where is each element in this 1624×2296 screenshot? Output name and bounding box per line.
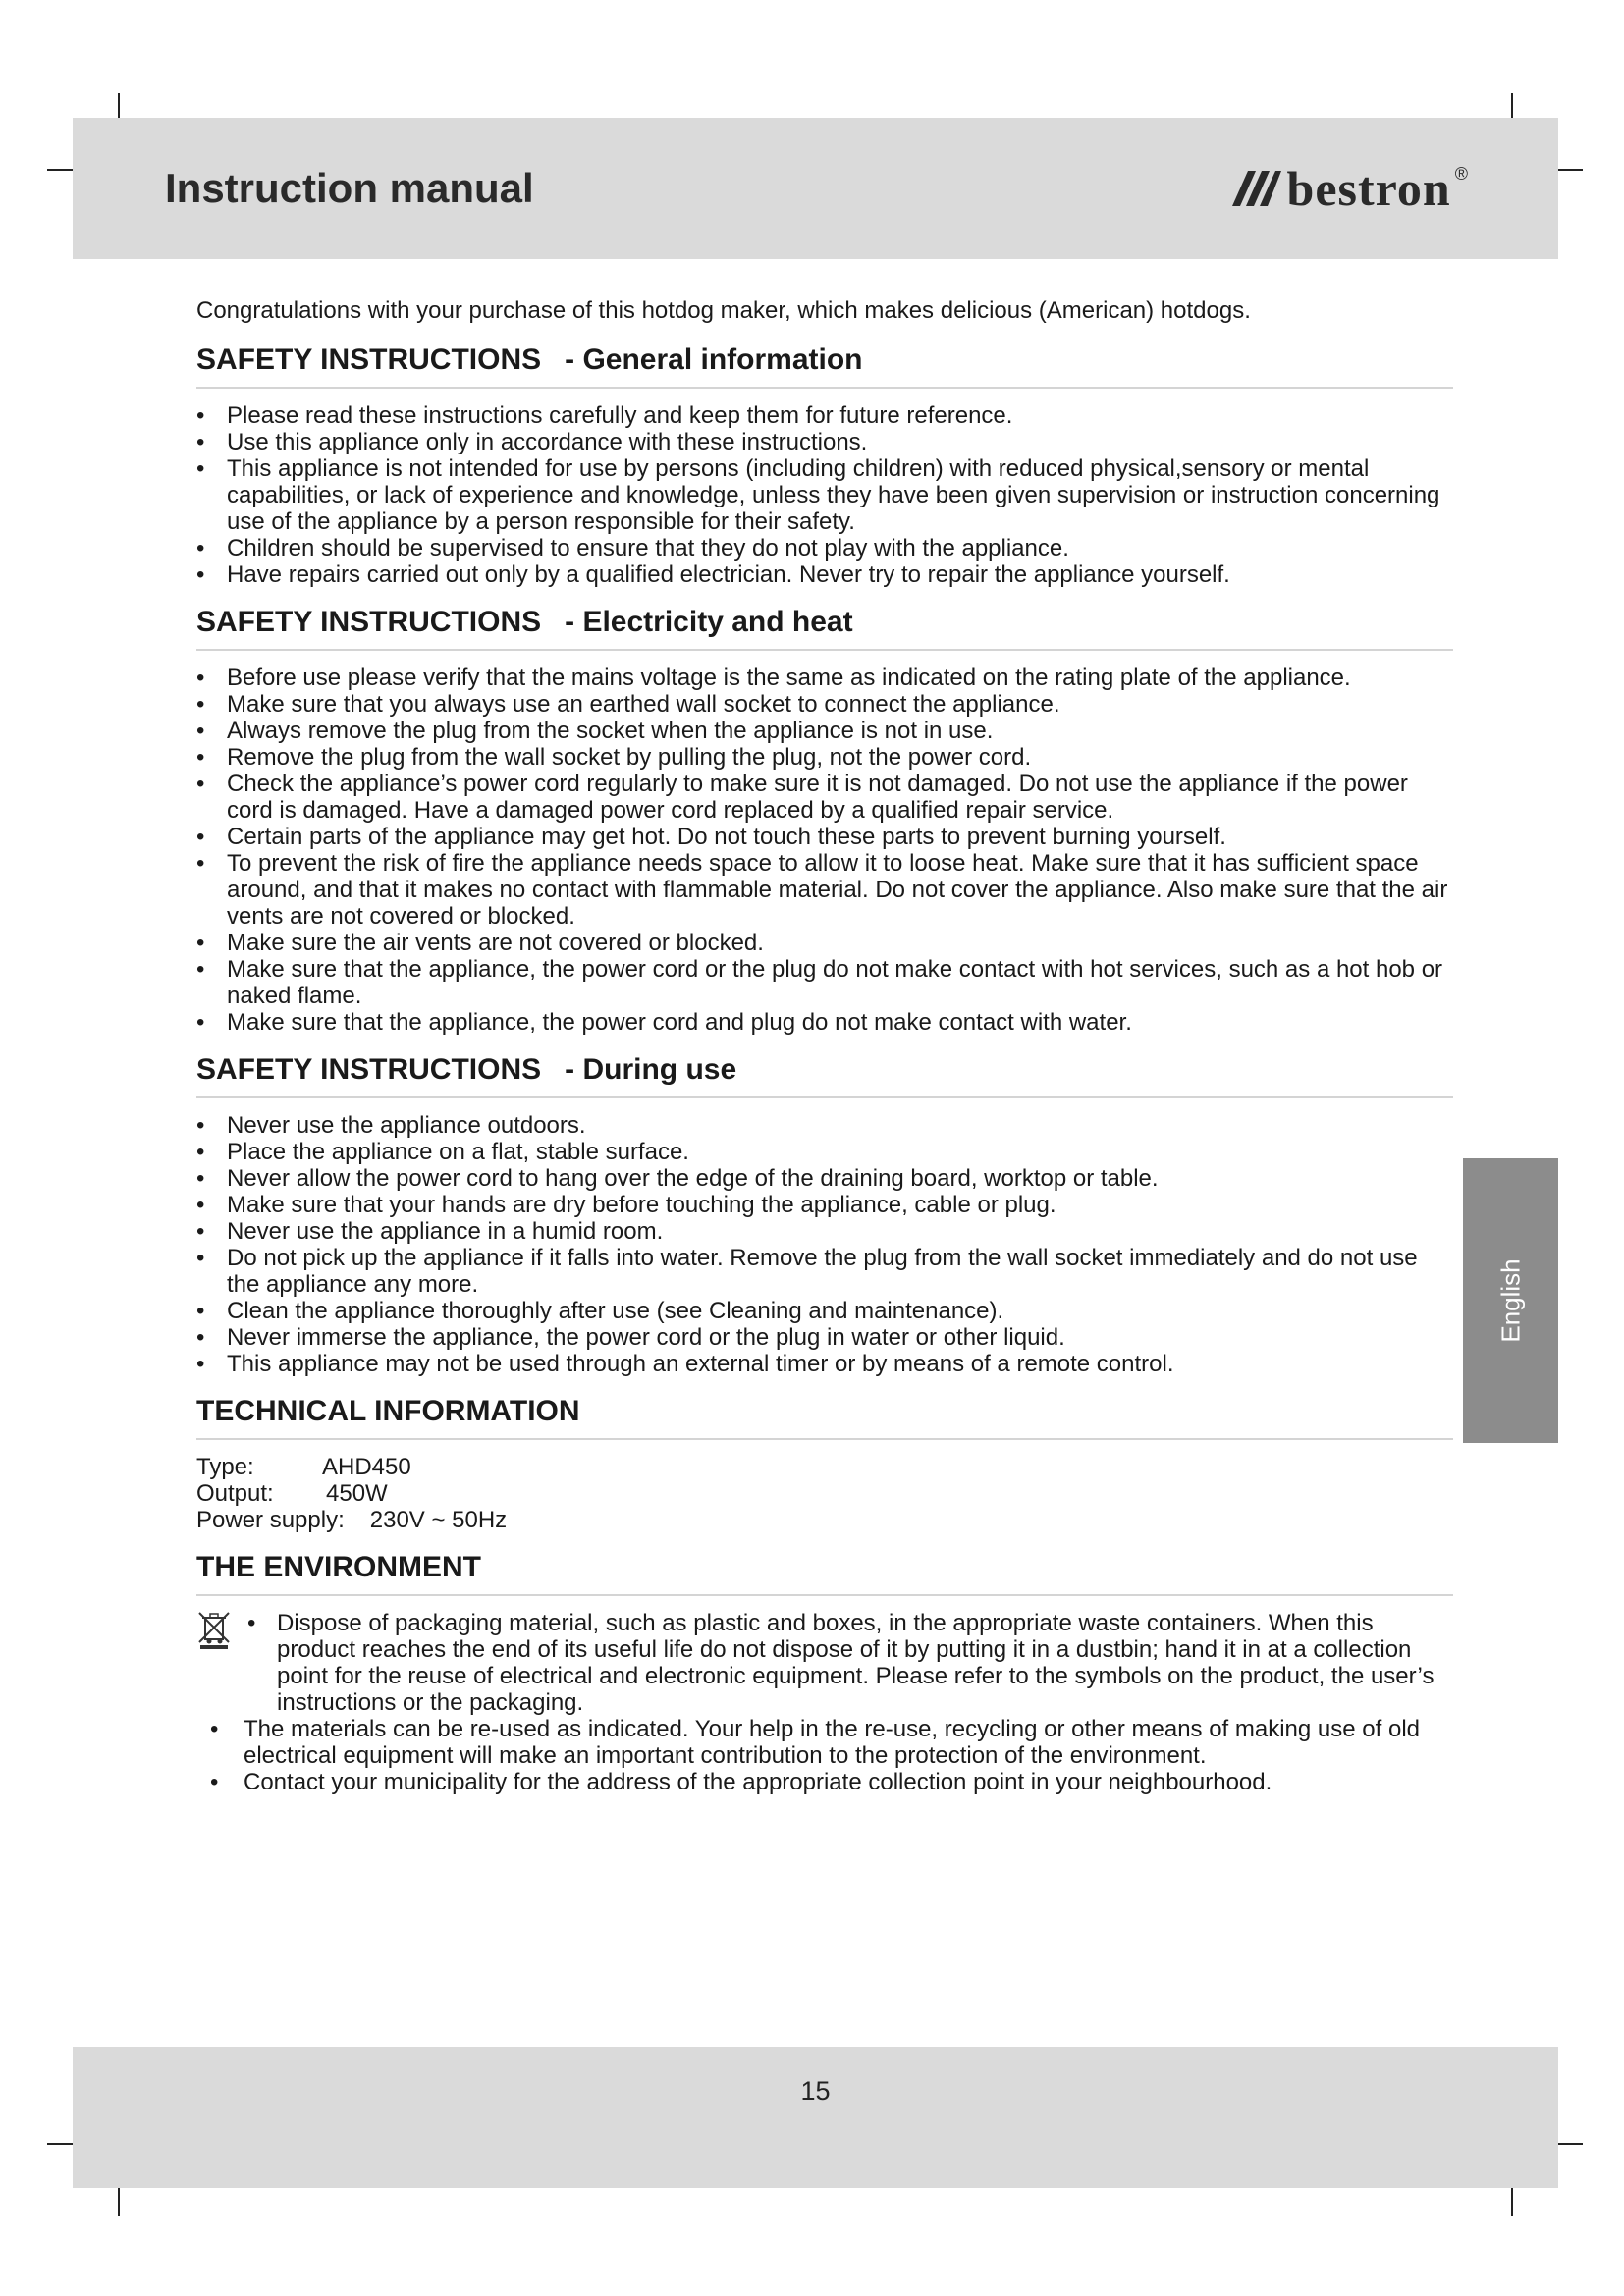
list-item: • Check the appliance’s power cord regularly to make sure it is not damaged. Do not use the appliance if the power cord is damaged. Have a damaged power cord replaced by a qualified repair service. xyxy=(196,771,1453,824)
manual-content xyxy=(196,297,1453,1813)
list-item: • Make sure that you always use an earthed wall socket to connect the appliance. xyxy=(196,691,1453,718)
section-general-information xyxy=(196,344,1453,588)
list-item: • Make sure that your hands are dry before touching the appliance, cable or plug. xyxy=(196,1192,1453,1218)
page-header xyxy=(73,118,1558,259)
registered-mark: ® xyxy=(1454,164,1468,184)
bullet-list xyxy=(196,1610,1453,1795)
section-environment xyxy=(196,1551,1453,1795)
list-item: • Please read these instructions carefully and keep them for future reference. xyxy=(196,402,1453,429)
spec-label: Output: xyxy=(196,1480,274,1507)
section-heading: SAFETY INSTRUCTIONS - Electricity and heat xyxy=(196,606,1453,651)
section-heading: SAFETY INSTRUCTIONS - During use xyxy=(196,1053,1453,1098)
bestron-chevron-icon xyxy=(1230,169,1283,208)
list-item: • Make sure the air vents are not covered or blocked. xyxy=(196,930,1453,956)
spec-row-type xyxy=(196,1454,1453,1480)
language-tab xyxy=(1463,1158,1558,1443)
list-item: • The materials can be re-used as indicated. Your help in the re-use, recycling or other means of making use of old electrical equipment will make an important contribution to the protection of the environment. xyxy=(196,1716,1453,1769)
list-item: • Clean the appliance thoroughly after use (see Cleaning and maintenance). xyxy=(196,1298,1453,1324)
list-item: • This appliance may not be used through an external timer or by means of a remote control. xyxy=(196,1351,1453,1377)
brand-logo xyxy=(1230,160,1468,217)
brand-name: bestron xyxy=(1286,161,1451,216)
section-electricity-and-heat xyxy=(196,606,1453,1036)
list-item: • To prevent the risk of fire the appliance needs space to allow it to loose heat. Make sure that it has sufficient space around, and that it makes no contact with flammable material. Do not cover the appliance. Also make sure that the air vents are not covered or blocked. xyxy=(196,850,1453,930)
spec-value: 230V ~ 50Hz xyxy=(369,1507,508,1533)
page-number: 15 xyxy=(800,2076,831,2106)
list-item: • Use this appliance only in accordance with these instructions. xyxy=(196,429,1453,455)
section-heading: THE ENVIRONMENT xyxy=(196,1551,1453,1596)
list-item: • Have repairs carried out only by a qualified electrician. Never try to repair the appliance yourself. xyxy=(196,561,1453,588)
section-technical-information xyxy=(196,1395,1453,1533)
bullet-list xyxy=(196,665,1453,1036)
list-item: • Never use the appliance in a humid room. xyxy=(196,1218,1453,1245)
list-item: • Contact your municipality for the address of the appropriate collection point in your neighbourhood. xyxy=(196,1769,1453,1795)
bullet-list xyxy=(196,402,1453,588)
spec-value: AHD450 xyxy=(322,1454,411,1480)
section-during-use xyxy=(196,1053,1453,1377)
list-item: • Never immerse the appliance, the power cord or the plug in water or other liquid. xyxy=(196,1324,1453,1351)
list-item: • Make sure that the appliance, the power cord or the plug do not make contact with hot services, such as a hot hob or naked flame. xyxy=(196,956,1453,1009)
list-item: • This appliance is not intended for use by persons (including children) with reduced physical,sensory or mental capabilities, or lack of experience and knowledge, unless they have been given supervision or instruction concerning use of the appliance by a person responsible for their safety. xyxy=(196,455,1453,535)
list-item: • Never use the appliance outdoors. xyxy=(196,1112,1453,1139)
list-item: • Remove the plug from the wall socket by pulling the plug, not the power cord. xyxy=(196,744,1453,771)
list-item: • Do not pick up the appliance if it falls into water. Remove the plug from the wall socket immediately and do not use the appliance any more. xyxy=(196,1245,1453,1298)
spec-value: 450W xyxy=(326,1480,388,1507)
list-item: • Make sure that the appliance, the power cord and plug do not make contact with water. xyxy=(196,1009,1453,1036)
page-title: Instruction manual xyxy=(165,165,534,211)
page-footer xyxy=(73,2047,1558,2188)
list-item: • Place the appliance on a flat, stable surface. xyxy=(196,1139,1453,1165)
list-item: • Never allow the power cord to hang over the edge of the draining board, worktop or table. xyxy=(196,1165,1453,1192)
spec-row-output xyxy=(196,1480,1453,1507)
list-item: • Children should be supervised to ensure that they do not play with the appliance. xyxy=(196,535,1453,561)
section-heading: TECHNICAL INFORMATION xyxy=(196,1395,1453,1440)
bullet-list xyxy=(196,1112,1453,1377)
list-item: • Always remove the plug from the socket when the appliance is not in use. xyxy=(196,718,1453,744)
spec-label: Type: xyxy=(196,1454,254,1480)
list-item: • Before use please verify that the mains voltage is the same as indicated on the rating plate of the appliance. xyxy=(196,665,1453,691)
list-item: • Dispose of packaging material, such as plastic and boxes, in the appropriate waste containers. When this product reaches the end of its useful life do not dispose of it by putting it in a dustbin; hand it in at a collection point for the reuse of electrical and electronic equipment. Please refer to the symbols on the product, the user’s instructions or the packaging. xyxy=(196,1610,1453,1716)
intro-text: Congratulations with your purchase of this hotdog maker, which makes delicious (American) hotdogs. xyxy=(196,297,1251,324)
section-heading: SAFETY INSTRUCTIONS - General information xyxy=(196,344,1453,389)
list-item: • Certain parts of the appliance may get hot. Do not touch these parts to prevent burning yourself. xyxy=(196,824,1453,850)
spec-row-power-supply xyxy=(196,1507,1453,1533)
language-tab-label: English xyxy=(1495,1258,1525,1343)
spec-label: Power supply: xyxy=(196,1507,345,1533)
